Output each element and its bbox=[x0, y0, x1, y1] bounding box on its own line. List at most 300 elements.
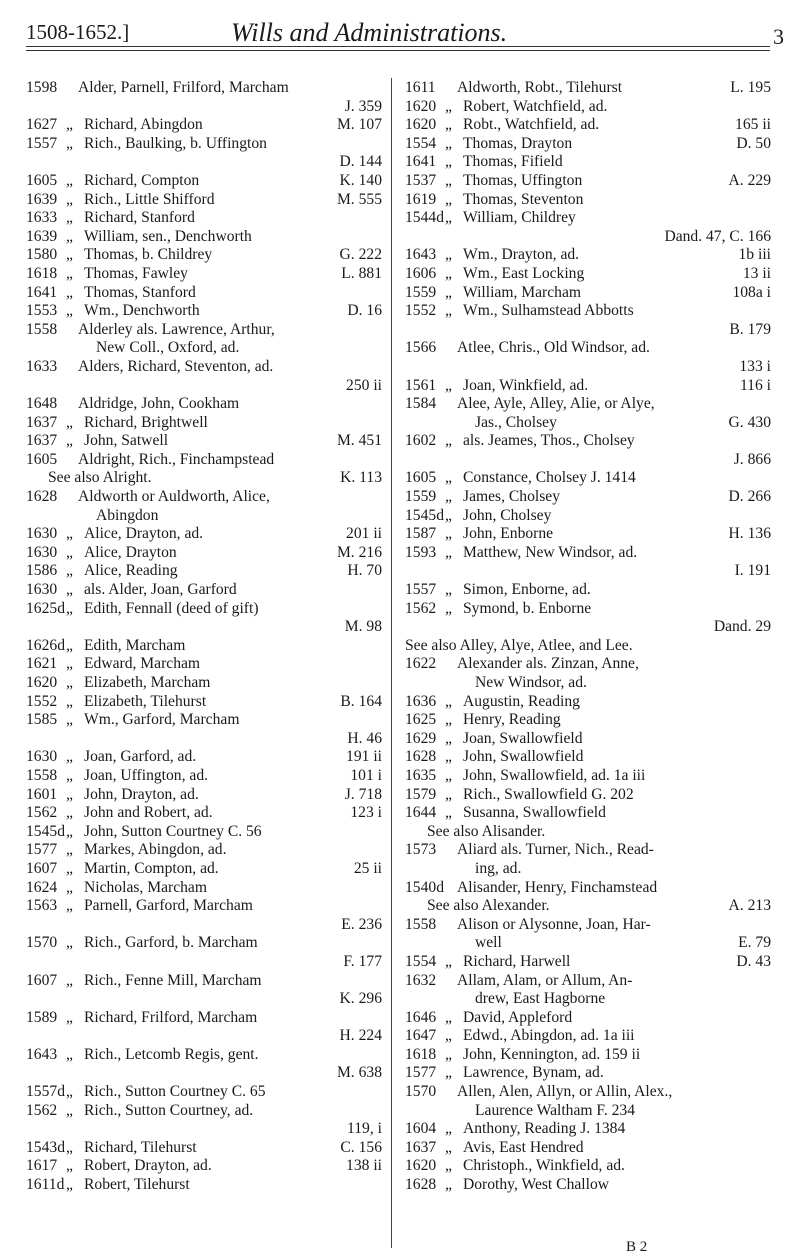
ditto-mark: „ bbox=[445, 1157, 452, 1175]
header-rule-top bbox=[26, 46, 770, 47]
ditto-mark: „ bbox=[66, 636, 73, 654]
index-entry bbox=[26, 451, 382, 488]
entry-year: 1619 bbox=[405, 190, 437, 208]
entry-reference: 191 ii bbox=[346, 748, 382, 766]
index-entry bbox=[405, 209, 771, 246]
entry-line bbox=[405, 377, 771, 396]
entry-year: 1554 bbox=[405, 134, 437, 152]
entry-line bbox=[26, 488, 382, 507]
index-entry bbox=[26, 246, 382, 265]
entry-line bbox=[405, 1064, 771, 1083]
entry-year: 1604 bbox=[405, 1120, 437, 1138]
entry-year: 1584 bbox=[405, 395, 437, 413]
ditto-mark: „ bbox=[445, 302, 452, 320]
entry-text: K. 296 bbox=[339, 990, 382, 1008]
ditto-mark: „ bbox=[66, 209, 73, 227]
ditto-mark: „ bbox=[66, 878, 73, 896]
entry-line bbox=[26, 990, 382, 1009]
index-entry bbox=[405, 116, 771, 135]
ditto-mark: „ bbox=[66, 711, 73, 729]
entry-text: John, Swallowfield, ad. 1a iii bbox=[463, 766, 646, 784]
entry-text: Alee, Ayle, Alley, Alie, or Alye, bbox=[457, 395, 655, 413]
entry-text: Dand. 29 bbox=[713, 618, 771, 636]
entry-text: See also Alexander. bbox=[427, 897, 550, 915]
entry-text: Abingdon bbox=[96, 506, 159, 524]
entry-text: 133 i bbox=[739, 357, 771, 375]
index-entry bbox=[26, 525, 382, 544]
entry-text: B. 179 bbox=[729, 320, 771, 338]
entry-line bbox=[405, 246, 771, 265]
entry-line bbox=[26, 98, 382, 117]
index-entry bbox=[405, 730, 771, 749]
entry-text: Alisander, Henry, Finchamstead bbox=[457, 878, 658, 896]
index-entry bbox=[405, 916, 771, 953]
entry-year: 1632 bbox=[405, 971, 437, 989]
index-entry bbox=[26, 860, 382, 879]
entry-line bbox=[405, 674, 771, 693]
entry-reference: H. 136 bbox=[728, 525, 771, 543]
entry-line bbox=[26, 507, 382, 526]
entry-year: 1620 bbox=[405, 116, 437, 134]
index-entry bbox=[26, 637, 382, 656]
index-entry bbox=[405, 395, 771, 432]
entry-text: F. 177 bbox=[343, 952, 382, 970]
entry-year: 1622 bbox=[405, 655, 437, 673]
index-entry bbox=[405, 377, 771, 396]
entry-reference: M. 451 bbox=[336, 432, 382, 450]
ditto-mark: „ bbox=[445, 692, 452, 710]
ditto-mark: „ bbox=[445, 785, 452, 803]
ditto-mark: „ bbox=[66, 543, 73, 561]
entry-line bbox=[26, 934, 382, 953]
entry-line bbox=[26, 228, 382, 247]
entry-line bbox=[26, 451, 382, 470]
entry-reference: H. 70 bbox=[347, 562, 382, 580]
entry-text: Thomas, Fifield bbox=[463, 153, 563, 171]
entry-year: 1606 bbox=[405, 264, 437, 282]
entry-year: 1543d bbox=[26, 1138, 65, 1156]
index-entry bbox=[26, 655, 382, 674]
entry-text: Wm., Garford, Marcham bbox=[84, 711, 240, 729]
entry-text: Alders, Richard, Steventon, ad. bbox=[78, 357, 274, 375]
index-entry bbox=[405, 302, 771, 339]
entry-line bbox=[26, 897, 382, 916]
entry-text: Alderley als. Lawrence, Arthur, bbox=[78, 320, 275, 338]
ditto-mark: „ bbox=[66, 1176, 73, 1194]
entry-year: 1557 bbox=[26, 134, 58, 152]
entry-reference: K. 140 bbox=[339, 171, 382, 189]
ditto-mark: „ bbox=[66, 1138, 73, 1156]
entry-year: 1552 bbox=[405, 302, 437, 320]
entry-year: 1593 bbox=[405, 543, 437, 561]
ditto-mark: „ bbox=[66, 692, 73, 710]
entry-reference: 138 ii bbox=[346, 1157, 382, 1175]
entry-text: Markes, Abingdon, ad. bbox=[84, 841, 227, 859]
right-column bbox=[405, 79, 771, 1195]
signature-mark: B 2 bbox=[626, 1239, 648, 1255]
index-entry bbox=[405, 525, 771, 544]
entry-year: 1618 bbox=[26, 264, 58, 282]
entry-year: 1562 bbox=[26, 804, 58, 822]
entry-text: See also Alright. bbox=[48, 469, 152, 487]
entry-year: 1643 bbox=[405, 246, 437, 264]
index-entry bbox=[405, 972, 771, 1009]
entry-text: Richard, Brightwell bbox=[84, 413, 208, 431]
entry-text: Laurence Waltham F. 234 bbox=[475, 1101, 636, 1119]
entry-year: 1570 bbox=[26, 934, 58, 952]
ditto-mark: „ bbox=[66, 1008, 73, 1026]
ditto-mark: „ bbox=[445, 1045, 452, 1063]
entry-line bbox=[405, 153, 771, 172]
entry-year: 1643 bbox=[26, 1045, 58, 1063]
entry-year: 1545d bbox=[405, 506, 444, 524]
left-column bbox=[26, 79, 382, 1195]
ditto-mark: „ bbox=[66, 804, 73, 822]
entry-text: Matthew, New Windsor, ad. bbox=[463, 543, 638, 561]
index-entry bbox=[405, 693, 771, 712]
index-entry bbox=[26, 1139, 382, 1158]
ditto-mark: „ bbox=[445, 97, 452, 115]
entry-line bbox=[405, 525, 771, 544]
entry-line bbox=[26, 953, 382, 972]
entry-line bbox=[405, 488, 771, 507]
entry-text: M. 98 bbox=[344, 618, 382, 636]
entry-text: John, Kennington, ad. 159 ii bbox=[463, 1045, 641, 1063]
entry-line bbox=[405, 284, 771, 303]
entry-text: Thomas, Stanford bbox=[84, 283, 196, 301]
index-entry bbox=[26, 135, 382, 172]
entry-line bbox=[26, 153, 382, 172]
entry-reference: 165 ii bbox=[735, 116, 771, 134]
entry-line bbox=[26, 544, 382, 563]
entry-reference: M. 555 bbox=[336, 190, 382, 208]
entry-year: 1577 bbox=[26, 841, 58, 859]
entry-text: Wm., Sulhamstead Abbotts bbox=[463, 302, 634, 320]
entry-line bbox=[26, 339, 382, 358]
entry-text: Constance, Cholsey J. 1414 bbox=[463, 469, 636, 487]
ditto-mark: „ bbox=[445, 525, 452, 543]
entry-text: Henry, Reading bbox=[463, 711, 561, 729]
index-entry bbox=[405, 79, 771, 98]
page-number: 3 bbox=[773, 24, 784, 49]
index-entry bbox=[26, 581, 382, 600]
entry-line bbox=[26, 600, 382, 619]
entry-reference: A. 229 bbox=[728, 171, 771, 189]
entry-line bbox=[26, 618, 382, 637]
entry-line bbox=[405, 655, 771, 674]
entry-line bbox=[26, 525, 382, 544]
entry-line bbox=[405, 507, 771, 526]
index-entry bbox=[405, 469, 771, 488]
entry-year: 1633 bbox=[26, 209, 58, 227]
index-entry bbox=[26, 674, 382, 693]
ditto-mark: „ bbox=[66, 283, 73, 301]
entry-text: Edith, Marcham bbox=[84, 636, 186, 654]
entry-text: J. 866 bbox=[733, 450, 771, 468]
entry-line bbox=[405, 191, 771, 210]
entry-text: Simon, Enborne, ad. bbox=[463, 581, 591, 599]
entry-text: John, Sutton Courtney C. 56 bbox=[84, 822, 262, 840]
ditto-mark: „ bbox=[445, 1138, 452, 1156]
ditto-mark: „ bbox=[66, 116, 73, 134]
ditto-mark: „ bbox=[445, 246, 452, 264]
index-entry bbox=[405, 135, 771, 154]
entry-text: 119, i bbox=[347, 1120, 382, 1138]
entry-line bbox=[26, 135, 382, 154]
entry-year: 1602 bbox=[405, 432, 437, 450]
entry-reference: K. 113 bbox=[340, 469, 382, 487]
entry-line bbox=[405, 544, 771, 563]
entry-line bbox=[26, 79, 382, 98]
entry-text: Wm., East Locking bbox=[463, 264, 585, 282]
index-entry bbox=[26, 897, 382, 934]
entry-year: 1558 bbox=[26, 766, 58, 784]
entry-text: Alison or Alysonne, Joan, Har- bbox=[457, 915, 651, 933]
entry-text: Joan, Swallowfield bbox=[463, 729, 583, 747]
entry-text: Alder, Parnell, Frilford, Marcham bbox=[78, 79, 289, 96]
entry-text: Alice, Drayton, ad. bbox=[84, 525, 204, 543]
index-entry bbox=[26, 321, 382, 358]
index-entry bbox=[26, 1009, 382, 1046]
entry-reference: 201 ii bbox=[346, 525, 382, 543]
ditto-mark: „ bbox=[445, 952, 452, 970]
ditto-mark: „ bbox=[445, 748, 452, 766]
entry-year: 1589 bbox=[26, 1008, 58, 1026]
entry-year: 1562 bbox=[26, 1101, 58, 1119]
entry-text: William, sen., Denchworth bbox=[84, 227, 252, 245]
entry-line bbox=[405, 972, 771, 991]
entry-text: Dorothy, West Challow bbox=[463, 1176, 610, 1194]
entry-text: Alice, Drayton bbox=[84, 543, 177, 561]
index-entry bbox=[26, 823, 382, 842]
entry-line bbox=[405, 339, 771, 358]
entry-line bbox=[26, 841, 382, 860]
entry-line bbox=[405, 804, 771, 823]
entry-year: 1630 bbox=[26, 543, 58, 561]
entry-line bbox=[405, 823, 771, 842]
entry-text: Richard, Stanford bbox=[84, 209, 195, 227]
index-entry bbox=[26, 209, 382, 228]
entry-text: John, Cholsey bbox=[463, 506, 552, 524]
entry-year: 1637 bbox=[26, 413, 58, 431]
entry-text: David, Appleford bbox=[463, 1008, 573, 1026]
entry-line bbox=[405, 581, 771, 600]
entry-year: 1607 bbox=[26, 971, 58, 989]
ditto-mark: „ bbox=[445, 766, 452, 784]
ditto-mark: „ bbox=[445, 153, 452, 171]
entry-text: Dand. 47, C. 166 bbox=[664, 227, 771, 245]
entry-year: 1617 bbox=[26, 1157, 58, 1175]
entry-line bbox=[405, 934, 771, 953]
entry-line bbox=[26, 1027, 382, 1046]
entry-text: Rich., Sutton Courtney C. 65 bbox=[84, 1083, 266, 1101]
entry-text: Robt., Watchfield, ad. bbox=[463, 116, 600, 134]
index-entry bbox=[26, 972, 382, 1009]
index-entry bbox=[26, 1046, 382, 1083]
entry-year: 1641 bbox=[26, 283, 58, 301]
entry-year: 1561 bbox=[405, 376, 437, 394]
entry-line bbox=[405, 562, 771, 581]
entry-line bbox=[405, 730, 771, 749]
index-entry bbox=[26, 600, 382, 637]
index-entry bbox=[405, 98, 771, 117]
entry-line bbox=[405, 767, 771, 786]
entry-line bbox=[405, 228, 771, 247]
ditto-mark: „ bbox=[66, 525, 73, 543]
entry-text: H. 46 bbox=[347, 729, 382, 747]
entry-line bbox=[405, 618, 771, 637]
ditto-mark: „ bbox=[445, 283, 452, 301]
entry-year: 1641 bbox=[405, 153, 437, 171]
entry-line bbox=[405, 1139, 771, 1158]
entry-year: 1545d bbox=[26, 822, 65, 840]
index-entry bbox=[405, 1120, 771, 1139]
entry-line bbox=[405, 786, 771, 805]
entry-year: 1624 bbox=[26, 878, 58, 896]
entry-year: 1605 bbox=[405, 469, 437, 487]
entry-text: John, Enborne bbox=[463, 525, 554, 543]
entry-reference: A. 213 bbox=[728, 897, 771, 915]
entry-year: 1633 bbox=[26, 357, 58, 375]
ditto-mark: „ bbox=[445, 1027, 452, 1045]
entry-line bbox=[405, 897, 771, 916]
entry-reference: D. 16 bbox=[347, 302, 382, 320]
ditto-mark: „ bbox=[445, 581, 452, 599]
entry-year: 1626d bbox=[26, 636, 65, 654]
entry-year: 1630 bbox=[26, 525, 58, 543]
entry-line bbox=[26, 414, 382, 433]
entry-text: Wm., Denchworth bbox=[84, 302, 200, 320]
entry-line bbox=[405, 98, 771, 117]
entry-year: 1580 bbox=[26, 246, 58, 264]
entry-text: Allen, Alen, Allyn, or Allin, Alex., bbox=[457, 1083, 673, 1101]
entry-year: 1627 bbox=[26, 116, 58, 134]
entry-line bbox=[26, 1009, 382, 1028]
entry-line bbox=[26, 1064, 382, 1083]
entry-line bbox=[405, 135, 771, 154]
index-entry bbox=[26, 1176, 382, 1195]
index-entry bbox=[26, 191, 382, 210]
index-entry bbox=[405, 841, 771, 878]
ditto-mark: „ bbox=[445, 1120, 452, 1138]
index-entry bbox=[405, 191, 771, 210]
page-header bbox=[26, 14, 784, 49]
ditto-mark: „ bbox=[445, 469, 452, 487]
entry-line bbox=[26, 860, 382, 879]
entry-year: 1611d bbox=[26, 1176, 65, 1194]
entry-reference: C. 156 bbox=[340, 1138, 382, 1156]
ditto-mark: „ bbox=[445, 171, 452, 189]
entry-text: Elizabeth, Tilehurst bbox=[84, 692, 207, 710]
index-entry bbox=[26, 1102, 382, 1139]
index-entry bbox=[26, 302, 382, 321]
entry-reference: D. 43 bbox=[736, 952, 771, 970]
index-entry bbox=[26, 488, 382, 525]
entry-line bbox=[405, 600, 771, 619]
entry-year: 1618 bbox=[405, 1045, 437, 1063]
ditto-mark: „ bbox=[445, 1008, 452, 1026]
entry-line bbox=[26, 321, 382, 340]
index-entry bbox=[26, 711, 382, 748]
entry-line bbox=[26, 693, 382, 712]
index-entry bbox=[26, 265, 382, 284]
index-entry bbox=[405, 265, 771, 284]
entry-reference: 123 i bbox=[350, 804, 382, 822]
index-entry bbox=[26, 172, 382, 191]
entry-text: Wm., Drayton, ad. bbox=[463, 246, 580, 264]
entry-year: 1620 bbox=[26, 674, 58, 691]
entry-line bbox=[26, 377, 382, 396]
entry-text: John and Robert, ad. bbox=[84, 804, 213, 822]
column-divider bbox=[391, 78, 392, 1248]
entry-year: 1586 bbox=[26, 562, 58, 580]
entry-text: Avis, East Hendred bbox=[463, 1138, 584, 1156]
entry-year: 1566 bbox=[405, 339, 437, 357]
index-entry bbox=[405, 339, 771, 376]
entry-text: Thomas, Uffington bbox=[463, 171, 583, 189]
entry-year: 1621 bbox=[26, 655, 58, 673]
ditto-mark: „ bbox=[66, 748, 73, 766]
entry-line bbox=[405, 1102, 771, 1121]
entry-line bbox=[26, 469, 382, 488]
entry-reference: D. 266 bbox=[728, 488, 771, 506]
index-entry bbox=[405, 1009, 771, 1028]
index-entry bbox=[26, 79, 382, 116]
entry-line bbox=[26, 1176, 382, 1195]
ditto-mark: „ bbox=[66, 766, 73, 784]
entry-year: 1585 bbox=[26, 711, 58, 729]
index-entry bbox=[26, 395, 382, 414]
index-entry bbox=[405, 432, 771, 469]
entry-text: Elizabeth, Marcham bbox=[84, 674, 211, 691]
index-entry bbox=[26, 693, 382, 712]
entry-text: Nicholas, Marcham bbox=[84, 878, 207, 896]
entry-reference: 108a i bbox=[732, 283, 771, 301]
entry-line bbox=[26, 191, 382, 210]
index-entry bbox=[405, 711, 771, 730]
entry-text: William, Marcham bbox=[463, 283, 582, 301]
entry-reference: 101 i bbox=[350, 766, 382, 784]
entry-line bbox=[26, 1120, 382, 1139]
entry-text: drew, East Hagborne bbox=[475, 990, 606, 1008]
entry-text: Aldright, Rich., Finchampstead bbox=[78, 450, 275, 468]
entry-year: 1558 bbox=[26, 320, 58, 338]
entry-line bbox=[26, 748, 382, 767]
entry-year: 1625d bbox=[26, 599, 65, 617]
entry-text: Allam, Alam, or Allum, An- bbox=[457, 971, 633, 989]
entry-year: 1579 bbox=[405, 785, 437, 803]
entry-line bbox=[26, 804, 382, 823]
index-entry bbox=[26, 562, 382, 581]
entry-line bbox=[405, 265, 771, 284]
index-entry bbox=[26, 934, 382, 971]
entry-text: Thomas, b. Childrey bbox=[84, 246, 213, 264]
entry-line bbox=[26, 265, 382, 284]
entry-year: 1553 bbox=[26, 302, 58, 320]
entry-text: well bbox=[475, 934, 502, 952]
entry-line bbox=[405, 451, 771, 470]
index-entry bbox=[405, 786, 771, 805]
entry-line bbox=[405, 748, 771, 767]
entry-year: 1537 bbox=[405, 171, 437, 189]
entry-year: 1559 bbox=[405, 488, 437, 506]
entry-year: 1630 bbox=[26, 748, 58, 766]
entry-line bbox=[405, 1083, 771, 1102]
index-entry bbox=[26, 432, 382, 451]
entry-line bbox=[26, 395, 382, 414]
entry-reference: M. 107 bbox=[336, 116, 382, 134]
ditto-mark: „ bbox=[445, 1176, 452, 1194]
